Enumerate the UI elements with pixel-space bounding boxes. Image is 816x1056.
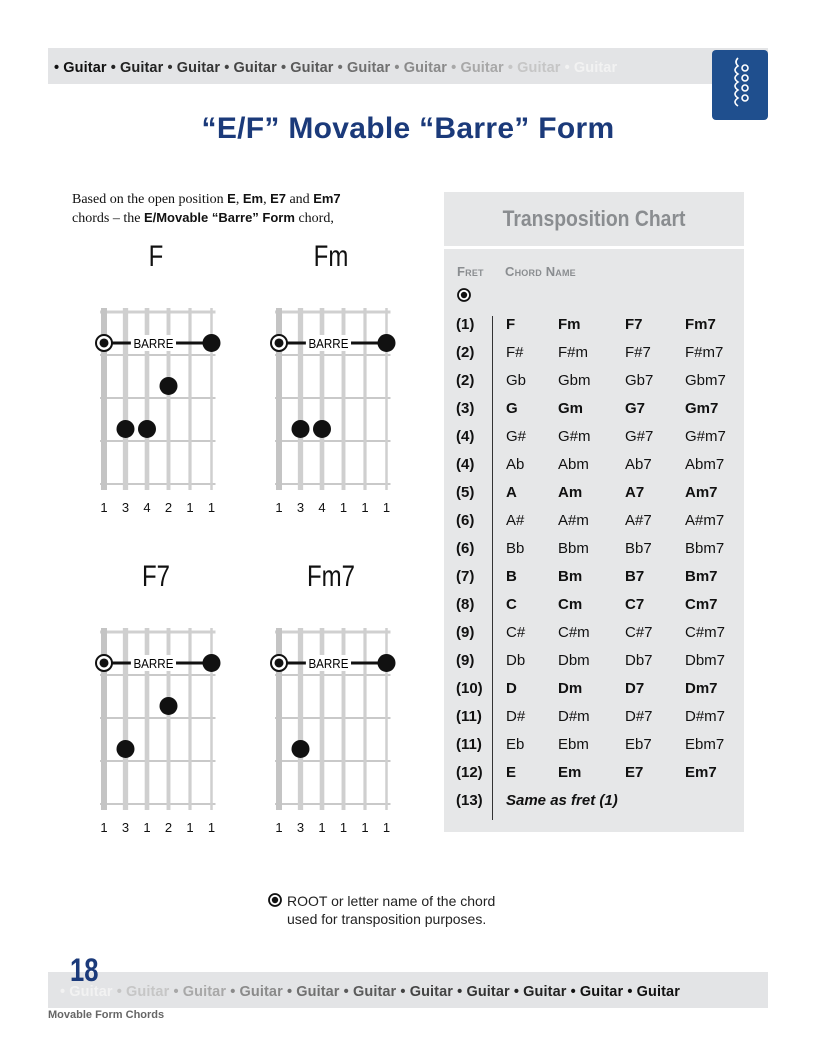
legend-line-1: ROOT or letter name of the chord <box>287 893 496 909</box>
chart-fret: (2) <box>456 372 475 389</box>
finger-number: 1 <box>275 820 283 835</box>
chart-fret: (8) <box>456 596 475 613</box>
chart-fret: (12) <box>456 764 483 781</box>
header-word: • Guitar <box>503 60 561 76</box>
chart-row <box>444 624 744 652</box>
chart-fret: (13) <box>456 792 483 809</box>
finger-number: 1 <box>100 820 108 835</box>
barre-end-dot <box>203 654 221 672</box>
header-word: • Guitar <box>390 60 448 76</box>
finger-number: 1 <box>143 820 151 835</box>
chart-chord-cell: Bm7 <box>685 568 718 585</box>
chart-chord-cell: C# <box>506 624 526 641</box>
chart-chord-cell: Gb <box>506 372 527 389</box>
chart-row <box>444 456 744 484</box>
barre-label: BARRE <box>308 335 349 351</box>
chart-chord-cell: Bb <box>506 540 525 557</box>
finger-number: 2 <box>164 820 173 835</box>
chart-chord-cell: Bm <box>558 568 583 585</box>
intro-sep: , <box>263 192 271 207</box>
intro-form-name: E/Movable “Barre” Form <box>143 210 295 225</box>
finger-dot <box>313 420 331 438</box>
chart-chord-cell: A#7 <box>625 512 652 529</box>
chart-chord-cell: Gm <box>558 400 584 417</box>
header-word: • Guitar <box>106 60 164 76</box>
barre-label: BARRE <box>308 655 349 671</box>
chord-diagram-f7 <box>90 620 230 810</box>
root-circle-icon <box>456 287 472 308</box>
footer-word: • Guitar <box>509 984 567 1000</box>
finger-number: 1 <box>100 500 108 515</box>
finger-number: 1 <box>339 500 348 515</box>
chart-fret: (6) <box>456 540 475 557</box>
chart-chord-cell: D#7 <box>625 708 653 725</box>
chart-col-fret: Fret <box>457 264 484 279</box>
chart-chord-cell: Cm <box>558 596 583 613</box>
chord-name-fm7: Fm7 <box>307 560 355 593</box>
chart-fret: (5) <box>456 484 475 501</box>
chart-chord-cell: D# <box>506 708 526 725</box>
chart-chord-cell: D#m7 <box>685 708 726 725</box>
chart-chord-cell: G# <box>506 428 527 445</box>
chart-chord-cell: Dbm7 <box>685 652 726 669</box>
intro-chord-em: Em <box>242 191 264 206</box>
intro-chord-em7: Em7 <box>313 191 341 206</box>
chord-diagram-fm7 <box>265 620 405 810</box>
fingering-numbers <box>97 500 227 516</box>
legend-line-2: used for transposition purposes. <box>287 911 487 927</box>
chart-row <box>444 344 744 372</box>
intro-and: and <box>285 192 314 207</box>
chart-chord-cell: F# <box>506 344 524 361</box>
chord-name-fm: Fm <box>313 240 349 273</box>
header-word: • Guitar <box>333 60 391 76</box>
chart-chord-cell: B7 <box>625 568 645 585</box>
chart-chord-cell: C <box>506 596 517 613</box>
chart-chord-cell: D <box>506 680 517 697</box>
barre-end-dot <box>378 654 396 672</box>
footer-word: • Guitar <box>60 984 113 1000</box>
chart-fret: (11) <box>456 736 482 753</box>
chart-row <box>444 596 744 624</box>
barre-end-dot <box>378 334 396 352</box>
chart-chord-cell: F <box>506 316 516 333</box>
finger-number: 1 <box>361 500 369 515</box>
chart-chord-cell: B <box>506 568 517 585</box>
finger-number: 1 <box>318 820 326 835</box>
chart-chord-cell: Em <box>558 764 582 781</box>
finger-number: 1 <box>339 820 348 835</box>
chart-chord-cell: G7 <box>625 400 646 417</box>
chart-chord-cell: Ebm <box>558 736 589 753</box>
chart-chord-cell: Bb7 <box>625 540 652 557</box>
chart-chord-cell: Gbm7 <box>685 372 726 389</box>
chart-row <box>444 400 744 428</box>
chart-row <box>444 428 744 456</box>
intro-line2-prefix: chords – the <box>72 211 144 226</box>
header-word: • Guitar <box>163 60 221 76</box>
chart-row <box>444 568 744 596</box>
barre-end-dot <box>203 334 221 352</box>
root-dot <box>275 338 284 347</box>
chart-chord-cell: G#m7 <box>685 428 726 445</box>
chart-chord-cell: Fm <box>558 316 581 333</box>
footer-word: • Guitar <box>339 984 397 1000</box>
chart-chord-cell: Bbm7 <box>685 540 725 557</box>
chart-chord-cell: Cm7 <box>685 596 718 613</box>
chart-row <box>444 736 744 764</box>
page-number: 18 <box>70 952 99 988</box>
root-dot <box>275 658 284 667</box>
chart-row <box>444 652 744 680</box>
chart-chord-cell: Dm7 <box>685 680 718 697</box>
footer-word: • Guitar <box>282 984 340 1000</box>
chart-chord-cell: F#7 <box>625 344 651 361</box>
chart-chord-cell: Gm7 <box>685 400 719 417</box>
root-dot <box>100 338 109 347</box>
footer-caption: Movable Form Chords <box>48 1009 165 1021</box>
chart-chord-cell: D7 <box>625 680 645 697</box>
finger-number: 3 <box>121 820 130 835</box>
chart-chord-cell: Bbm <box>558 540 589 557</box>
barre-label: BARRE <box>133 335 174 351</box>
finger-number: 4 <box>143 500 151 515</box>
finger-number: 1 <box>207 820 216 835</box>
finger-number: 2 <box>164 500 173 515</box>
chart-chord-cell: Eb <box>506 736 525 753</box>
chart-chord-cell: Gbm <box>558 372 591 389</box>
chord-diagram-f <box>90 300 230 490</box>
chart-fret: (6) <box>456 512 475 529</box>
chart-chord-cell: F#m <box>558 344 588 361</box>
header-word: • Guitar <box>276 60 334 76</box>
finger-number: 4 <box>318 500 326 515</box>
footer-word: • Guitar <box>169 984 227 1000</box>
chart-chord-cell: G#7 <box>625 428 654 445</box>
finger-number: 1 <box>186 820 194 835</box>
chart-chord-cell: A <box>506 484 517 501</box>
chart-chord-cell: Am7 <box>685 484 718 501</box>
chart-fret: (10) <box>456 680 483 697</box>
chart-chord-cell: F#m7 <box>685 344 724 361</box>
chart-chord-cell: Db <box>506 652 526 669</box>
header-word: • Guitar <box>560 60 618 76</box>
chart-fret: (11) <box>456 708 482 725</box>
chart-chord-cell: Ebm7 <box>685 736 725 753</box>
intro-text <box>72 190 432 228</box>
chart-chord-cell: A# <box>506 512 525 529</box>
chart-row <box>444 540 744 568</box>
footer-guitar-repeat <box>60 984 680 1000</box>
chart-chord-cell: A#m7 <box>685 512 725 529</box>
chart-chord-cell: Eb7 <box>625 736 652 753</box>
chart-chord-cell: Db7 <box>625 652 653 669</box>
footer-word: • Guitar <box>566 984 624 1000</box>
intro-chord-e: E <box>227 191 236 206</box>
chart-chord-cell: Abm7 <box>685 456 725 473</box>
chart-chord-cell: D#m <box>558 708 590 725</box>
chart-chord-cell: Am <box>558 484 583 501</box>
chart-chord-cell: Dbm <box>558 652 590 669</box>
finger-dot <box>160 697 178 715</box>
finger-number: 3 <box>121 500 130 515</box>
chart-same-note: Same as fret (1) <box>506 792 618 809</box>
chart-fret: (1) <box>456 316 475 333</box>
chart-fret: (4) <box>456 428 475 445</box>
header-word: • Guitar <box>447 60 504 76</box>
chart-chord-cell: Dm <box>558 680 583 697</box>
footer-word: • Guitar <box>226 984 283 1000</box>
chart-chord-cell: E <box>506 764 517 781</box>
chart-row <box>444 708 744 736</box>
chart-fret: (3) <box>456 400 475 417</box>
finger-number: 1 <box>361 820 369 835</box>
finger-number: 3 <box>296 820 305 835</box>
finger-number: 3 <box>296 500 305 515</box>
chart-row <box>444 792 744 820</box>
barre-label: BARRE <box>133 655 174 671</box>
fingering-numbers <box>272 820 402 836</box>
intro-line1-prefix: Based on the open position <box>72 192 228 207</box>
root-dot <box>100 658 109 667</box>
finger-number: 1 <box>207 500 216 515</box>
header-word: • Guitar <box>220 60 277 76</box>
chart-row <box>444 372 744 400</box>
spiral-binding-icon <box>712 50 768 120</box>
chart-chord-cell: Ab7 <box>625 456 652 473</box>
chart-fret: (9) <box>456 624 475 641</box>
chart-chord-cell: Em7 <box>685 764 717 781</box>
finger-number: 1 <box>382 820 391 835</box>
chart-chord-cell: Fm7 <box>685 316 716 333</box>
chart-row <box>444 764 744 792</box>
chart-chord-cell: C#7 <box>625 624 653 641</box>
chart-chord-cell: C#m <box>558 624 590 641</box>
chart-row <box>444 680 744 708</box>
finger-dot <box>292 420 310 438</box>
root-circle-icon <box>267 892 283 913</box>
finger-dot <box>117 420 135 438</box>
chart-fret: (9) <box>456 652 475 669</box>
finger-dot <box>117 740 135 758</box>
fingering-numbers <box>97 820 227 836</box>
chart-chord-cell: C7 <box>625 596 645 613</box>
chord-diagram-fm <box>265 300 405 490</box>
finger-dot <box>138 420 156 438</box>
finger-dot <box>292 740 310 758</box>
fingering-numbers <box>272 500 402 516</box>
footer-word: • Guitar <box>396 984 454 1000</box>
chart-chord-cell: Abm <box>558 456 589 473</box>
footer-word: • Guitar <box>453 984 510 1000</box>
chart-row <box>444 484 744 512</box>
page-title: “E/F” Movable “Barre” Form <box>201 112 615 145</box>
header-word: • Guitar <box>54 60 107 76</box>
chart-row <box>444 512 744 540</box>
finger-number: 1 <box>382 500 391 515</box>
intro-chord-e7: E7 <box>270 191 286 206</box>
chart-chord-cell: A7 <box>625 484 645 501</box>
chart-fret: (4) <box>456 456 475 473</box>
footer-word: • Guitar <box>623 984 680 1000</box>
chart-col-chord-name: Chord Name <box>505 264 576 279</box>
chart-title: Transposition Chart <box>502 206 686 231</box>
legend-text <box>287 892 495 928</box>
chart-chord-cell: Gb7 <box>625 372 654 389</box>
chart-fret: (2) <box>456 344 475 361</box>
chart-row <box>444 316 744 344</box>
footer-word: • Guitar <box>112 984 170 1000</box>
chart-fret: (7) <box>456 568 475 585</box>
intro-sep: , <box>235 192 243 207</box>
chart-chord-cell: Ab <box>506 456 525 473</box>
chart-chord-cell: A#m <box>558 512 589 529</box>
finger-number: 1 <box>275 500 283 515</box>
intro-line2-suffix: chord, <box>294 211 334 226</box>
header-guitar-repeat <box>54 60 617 76</box>
finger-number: 1 <box>186 500 194 515</box>
chart-chord-cell: G <box>506 400 518 417</box>
finger-dot <box>160 377 178 395</box>
chart-chord-cell: F7 <box>625 316 643 333</box>
chart-chord-cell: G#m <box>558 428 591 445</box>
chord-name-f7: F7 <box>141 560 170 593</box>
chart-chord-cell: E7 <box>625 764 644 781</box>
chord-name-f: F <box>148 240 164 273</box>
chart-chord-cell: C#m7 <box>685 624 726 641</box>
